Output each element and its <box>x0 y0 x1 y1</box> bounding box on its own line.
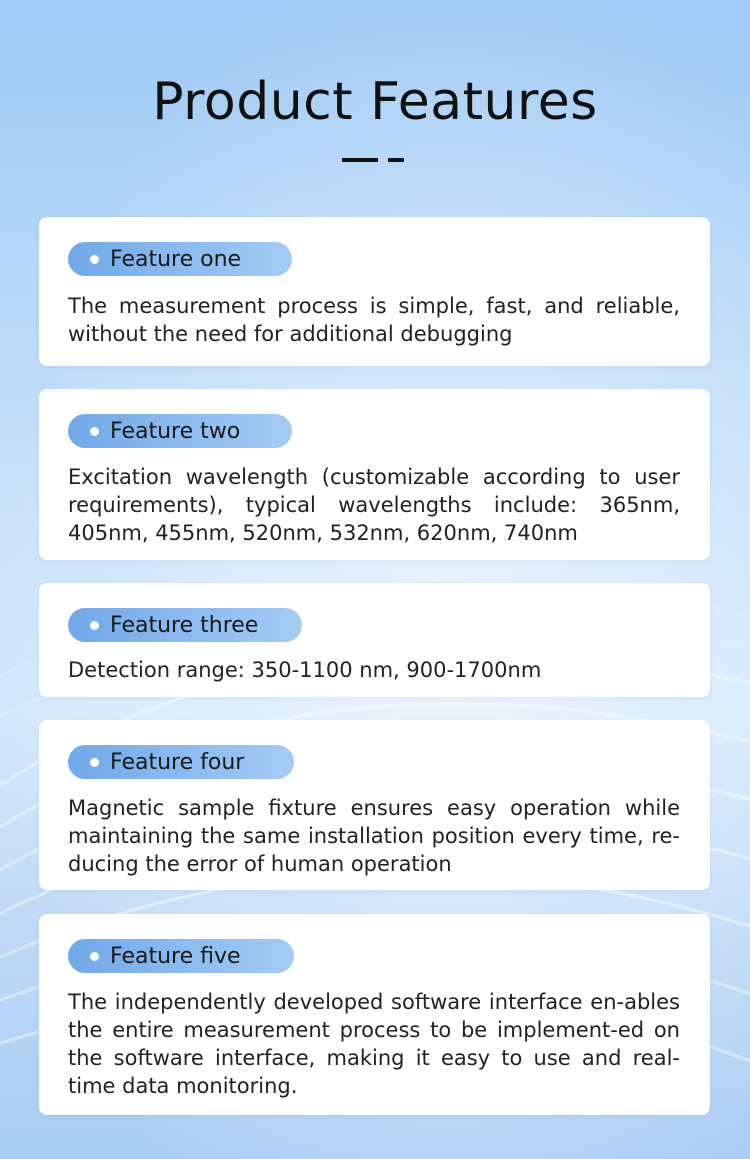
feature-pill-four <box>68 745 294 779</box>
feature-card-one <box>39 217 710 366</box>
divider-short-bar <box>388 158 404 162</box>
feature-label: Feature one <box>110 246 242 272</box>
feature-description: Detection range: 350-1100 nm, 900-1700nm <box>68 658 542 682</box>
bullet-dot-icon <box>90 427 99 436</box>
feature-pill-one <box>68 242 292 276</box>
feature-description: The measurement process is simple, fast, and reliable, without the need for additional debugging <box>68 294 680 346</box>
feature-label: Feature three <box>110 612 259 638</box>
feature-pill-five <box>68 939 294 973</box>
bullet-dot-icon <box>90 621 99 630</box>
bullet-dot-icon <box>90 952 99 961</box>
feature-pill-three <box>68 608 302 642</box>
feature-description: Magnetic sample fixture ensures easy operation while maintaining the same installation position every time, re-ducing the error of human operation <box>68 796 680 876</box>
bullet-dot-icon <box>90 255 99 264</box>
feature-label: Feature five <box>110 943 241 969</box>
feature-card-two <box>39 389 710 560</box>
feature-description: Excitation wavelength (customizable according to user requirements), typical wavelengths include: 365nm, 405nm, 455nm, 520nm, 532nm, 620nm, 740nm <box>68 465 680 545</box>
feature-label: Feature two <box>110 418 241 444</box>
feature-description: The independently developed software interface en-ables the entire measurement process to be implement-ed on the software interface, making it easy to use and real-time data monitoring. <box>68 990 680 1098</box>
feature-card-four <box>39 720 710 890</box>
title-divider <box>342 158 404 162</box>
feature-label: Feature four <box>110 749 245 775</box>
page-title: Product Features <box>152 72 598 132</box>
bullet-dot-icon <box>90 758 99 767</box>
feature-card-three <box>39 583 710 697</box>
feature-pill-two <box>68 414 292 448</box>
feature-card-five <box>39 914 710 1115</box>
divider-long-bar <box>342 158 378 162</box>
